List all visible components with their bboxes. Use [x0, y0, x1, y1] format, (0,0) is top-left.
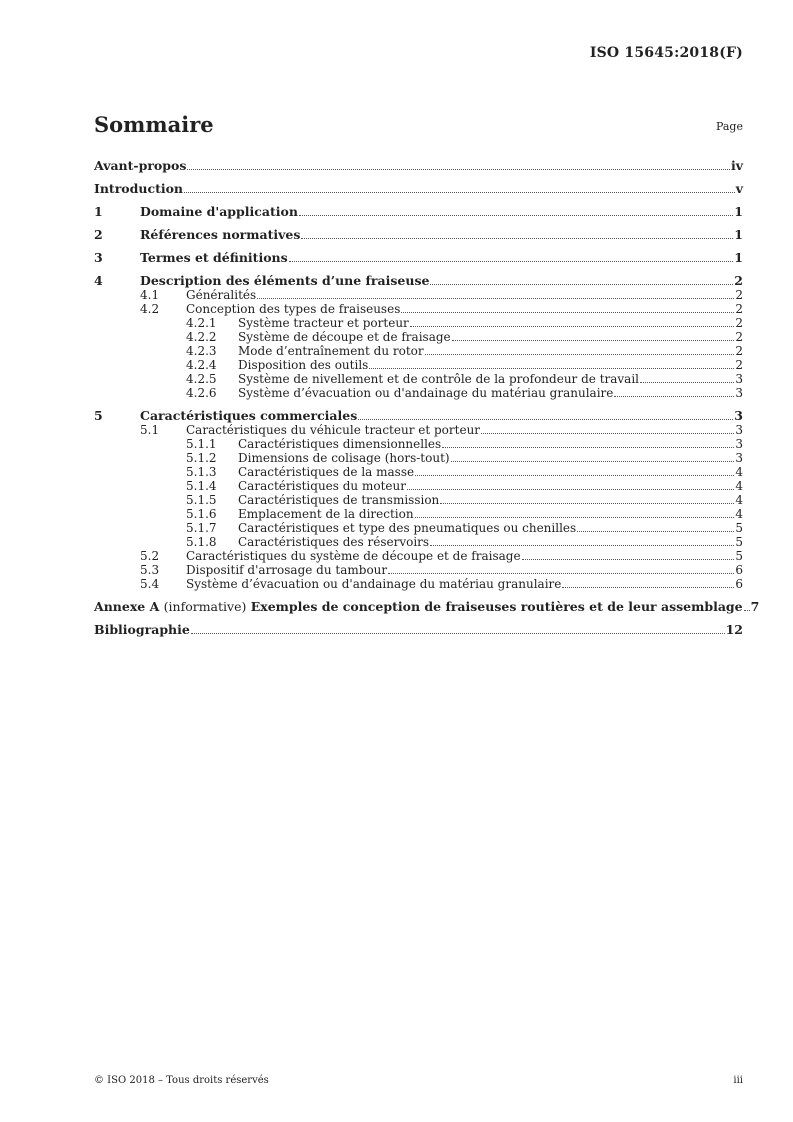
toc-entry-title: Introduction — [94, 181, 184, 196]
toc-entry-section-5-1-5[interactable] — [94, 493, 743, 507]
toc-entry-bibliographie[interactable] — [94, 622, 743, 637]
toc-leader — [522, 559, 735, 560]
toc-entry-section-5-2[interactable] — [94, 549, 743, 563]
toc-page-number: 3 — [735, 437, 743, 451]
toc-leader — [425, 354, 735, 355]
toc-entry-section-4-2-6[interactable] — [94, 386, 743, 400]
toc-section-number: 4.2 — [140, 302, 160, 316]
toc-section-number: 5.4 — [140, 577, 160, 591]
toc-entry-section-5-1-1[interactable] — [94, 437, 743, 451]
toc-leader — [191, 633, 725, 634]
toc-section-number: 4.2.1 — [186, 316, 217, 330]
toc-page-number: 3 — [735, 451, 743, 465]
toc-leader — [184, 192, 735, 193]
toc-leader — [369, 368, 734, 369]
toc-section-number: 4 — [94, 273, 103, 288]
toc-leader — [299, 215, 733, 216]
toc-leader — [481, 433, 734, 434]
toc-leader — [289, 261, 734, 262]
toc-entry-section-5-1-7[interactable] — [94, 521, 743, 535]
toc-entry-title: Caractéristiques et type des pneumatiques ou chenilles — [238, 521, 577, 535]
toc-section-number: 5.1 — [140, 423, 160, 437]
toc-entry-title: Système d’évacuation ou d'andainage du matériau granulaire — [238, 386, 614, 400]
toc-page-number: 2 — [735, 302, 743, 316]
toc-entry-title: Caractéristiques de transmission — [238, 493, 440, 507]
table-of-contents — [94, 158, 760, 637]
toc-entry-title: Système de découpe et de fraisage — [238, 330, 451, 344]
toc-entry-title: Caractéristiques du véhicule tracteur et porteur — [186, 423, 481, 437]
toc-entry-section-4-2-3[interactable] — [94, 344, 743, 358]
toc-page-number: 4 — [735, 465, 743, 479]
toc-section-number: 5.1.4 — [186, 479, 217, 493]
toc-entry-title: Disposition des outils — [238, 358, 369, 372]
toc-leader — [442, 447, 734, 448]
toc-section-number: 5.3 — [140, 563, 160, 577]
page-column-label: Page — [715, 120, 743, 133]
toc-leader — [430, 284, 733, 285]
toc-entry-section-4-2[interactable] — [94, 302, 743, 316]
toc-leader — [562, 587, 734, 588]
toc-section-number: 4.2.3 — [186, 344, 217, 358]
toc-leader — [614, 396, 734, 397]
toc-section-number: 4.2.4 — [186, 358, 217, 372]
toc-entry-section-5-1-4[interactable] — [94, 479, 743, 493]
toc-section-number: 4.1 — [140, 288, 160, 302]
toc-entry-section-5-1-2[interactable] — [94, 451, 743, 465]
toc-entry-section-4-2-5[interactable] — [94, 372, 743, 386]
toc-entry-title: Caractéristiques dimensionnelles — [238, 437, 442, 451]
toc-entry-title: Conception des types de fraiseuses — [186, 302, 401, 316]
toc-page-number: 5 — [735, 521, 743, 535]
toc-entry-title: Mode d’entraînement du rotor — [238, 344, 424, 358]
toc-entry-avant-propos[interactable] — [94, 158, 743, 173]
toc-entry-title: Généralités — [186, 288, 257, 302]
toc-entry-section-5-1[interactable] — [94, 423, 743, 437]
toc-page-number: 1 — [734, 204, 743, 219]
toc-entry-section-4-2-1[interactable] — [94, 316, 743, 330]
toc-entry-section-5[interactable] — [94, 408, 743, 423]
toc-section-number: 3 — [94, 250, 103, 265]
toc-entry-title — [94, 599, 743, 614]
toc-page-number: 5 — [735, 549, 743, 563]
toc-leader — [451, 461, 735, 462]
toc-entry-title: Caractéristiques du moteur — [238, 479, 406, 493]
toc-page-number: 6 — [735, 577, 743, 591]
toc-leader — [187, 169, 730, 170]
toc-entry-title: Système de nivellement et de contrôle de la profondeur de travail — [238, 372, 640, 386]
toc-entry-title: Caractéristiques de la masse — [238, 465, 415, 479]
toc-entry-section-2[interactable] — [94, 227, 743, 242]
toc-entry-title: Termes et définitions — [140, 250, 288, 265]
toc-entry-title: Système tracteur et porteur — [238, 316, 409, 330]
toc-page-number: 3 — [735, 423, 743, 437]
toc-section-number: 2 — [94, 227, 103, 242]
toc-leader — [401, 312, 734, 313]
toc-entry-title: Emplacement de la direction — [238, 507, 414, 521]
toc-entry-section-4-2-4[interactable] — [94, 358, 743, 372]
toc-page-number: 3 — [734, 408, 743, 423]
toc-entry-title: Références normatives — [140, 227, 301, 242]
toc-entry-title: Caractéristiques des réservoirs — [238, 535, 430, 549]
toc-section-number: 5.1.2 — [186, 451, 217, 465]
toc-leader — [430, 545, 734, 546]
toc-leader — [744, 610, 750, 611]
toc-entry-section-5-1-6[interactable] — [94, 507, 743, 521]
toc-page-number: 2 — [735, 344, 743, 358]
toc-section-number: 5 — [94, 408, 103, 423]
toc-leader — [301, 238, 733, 239]
toc-entry-section-5-1-3[interactable] — [94, 465, 743, 479]
toc-entry-section-4[interactable] — [94, 273, 743, 288]
toc-section-number: 4.2.2 — [186, 330, 217, 344]
toc-leader — [388, 573, 734, 574]
toc-section-number: 5.1.3 — [186, 465, 217, 479]
toc-entry-section-5-4[interactable] — [94, 577, 743, 591]
toc-page-number: 4 — [735, 493, 743, 507]
toc-entry-section-5-3[interactable] — [94, 563, 743, 577]
toc-leader — [407, 489, 734, 490]
toc-page-number: 3 — [735, 386, 743, 400]
page-title: Sommaire — [94, 112, 214, 137]
toc-page-number: 2 — [735, 288, 743, 302]
toc-page-number: 4 — [735, 479, 743, 493]
toc-leader — [452, 340, 735, 341]
annex-title: Exemples de conception de fraiseuses routières et de leur assemblage — [250, 599, 743, 614]
toc-entry-title: Avant-propos — [94, 158, 187, 173]
toc-page-number: 2 — [735, 330, 743, 344]
toc-entry-section-1[interactable] — [94, 204, 743, 219]
toc-page-number: 4 — [735, 507, 743, 521]
toc-leader — [358, 419, 733, 420]
toc-entry-introduction[interactable] — [94, 181, 743, 196]
toc-section-number: 5.1.1 — [186, 437, 217, 451]
toc-section-number: 5.2 — [140, 549, 160, 563]
toc-page-number: 6 — [735, 563, 743, 577]
toc-section-number: 1 — [94, 204, 103, 219]
toc-entry-title: Domaine d'application — [140, 204, 298, 219]
toc-entry-title: Caractéristiques commerciales — [140, 408, 358, 423]
toc-section-number: 5.1.6 — [186, 507, 217, 521]
toc-leader — [257, 298, 734, 299]
toc-section-number: 5.1.8 — [186, 535, 217, 549]
toc-leader — [440, 503, 734, 504]
toc-page-number: 1 — [734, 250, 743, 265]
toc-leader — [640, 382, 734, 383]
toc-entry-title: Système d’évacuation ou d'andainage du matériau granulaire — [186, 577, 562, 591]
copyright-notice: © ISO 2018 – Tous droits réservés — [94, 1075, 269, 1086]
document-id: ISO 15645:2018(F) — [589, 45, 743, 61]
toc-page-number: 3 — [735, 372, 743, 386]
toc-page-number: iv — [730, 158, 743, 173]
toc-page-number: 2 — [735, 316, 743, 330]
toc-leader — [415, 475, 734, 476]
page-footer — [94, 1075, 743, 1086]
toc-page-number: 5 — [735, 535, 743, 549]
annex-qualifier: (informative) — [163, 599, 247, 614]
toc-entry-title: Bibliographie — [94, 622, 190, 637]
toc-entry-section-3[interactable] — [94, 250, 743, 265]
page-number: iii — [733, 1075, 743, 1086]
toc-entry-annex-a[interactable] — [94, 599, 760, 614]
toc-entry-section-4-1[interactable] — [94, 288, 743, 302]
toc-page-number: 7 — [750, 599, 760, 614]
toc-page-number: v — [735, 181, 743, 196]
toc-page-number: 2 — [735, 358, 743, 372]
toc-entry-title: Caractéristiques du système de découpe et de fraisage — [186, 549, 521, 563]
toc-entry-title: Dimensions de colisage (hors-tout) — [238, 451, 450, 465]
toc-entry-title: Description des éléments d’une fraiseuse — [140, 273, 430, 288]
annex-label: Annexe A — [94, 599, 160, 614]
toc-section-number: 4.2.5 — [186, 372, 217, 386]
toc-page-number: 12 — [725, 622, 743, 637]
toc-leader — [410, 326, 735, 327]
toc-section-number: 5.1.7 — [186, 521, 217, 535]
toc-section-number: 5.1.5 — [186, 493, 217, 507]
toc-section-number: 4.2.6 — [186, 386, 217, 400]
toc-leader — [415, 517, 735, 518]
toc-entry-title: Dispositif d'arrosage du tambour — [186, 563, 388, 577]
toc-page-number: 2 — [734, 273, 743, 288]
toc-entry-section-4-2-2[interactable] — [94, 330, 743, 344]
toc-entry-section-5-1-8[interactable] — [94, 535, 743, 549]
toc-page-number: 1 — [734, 227, 743, 242]
toc-leader — [577, 531, 734, 532]
